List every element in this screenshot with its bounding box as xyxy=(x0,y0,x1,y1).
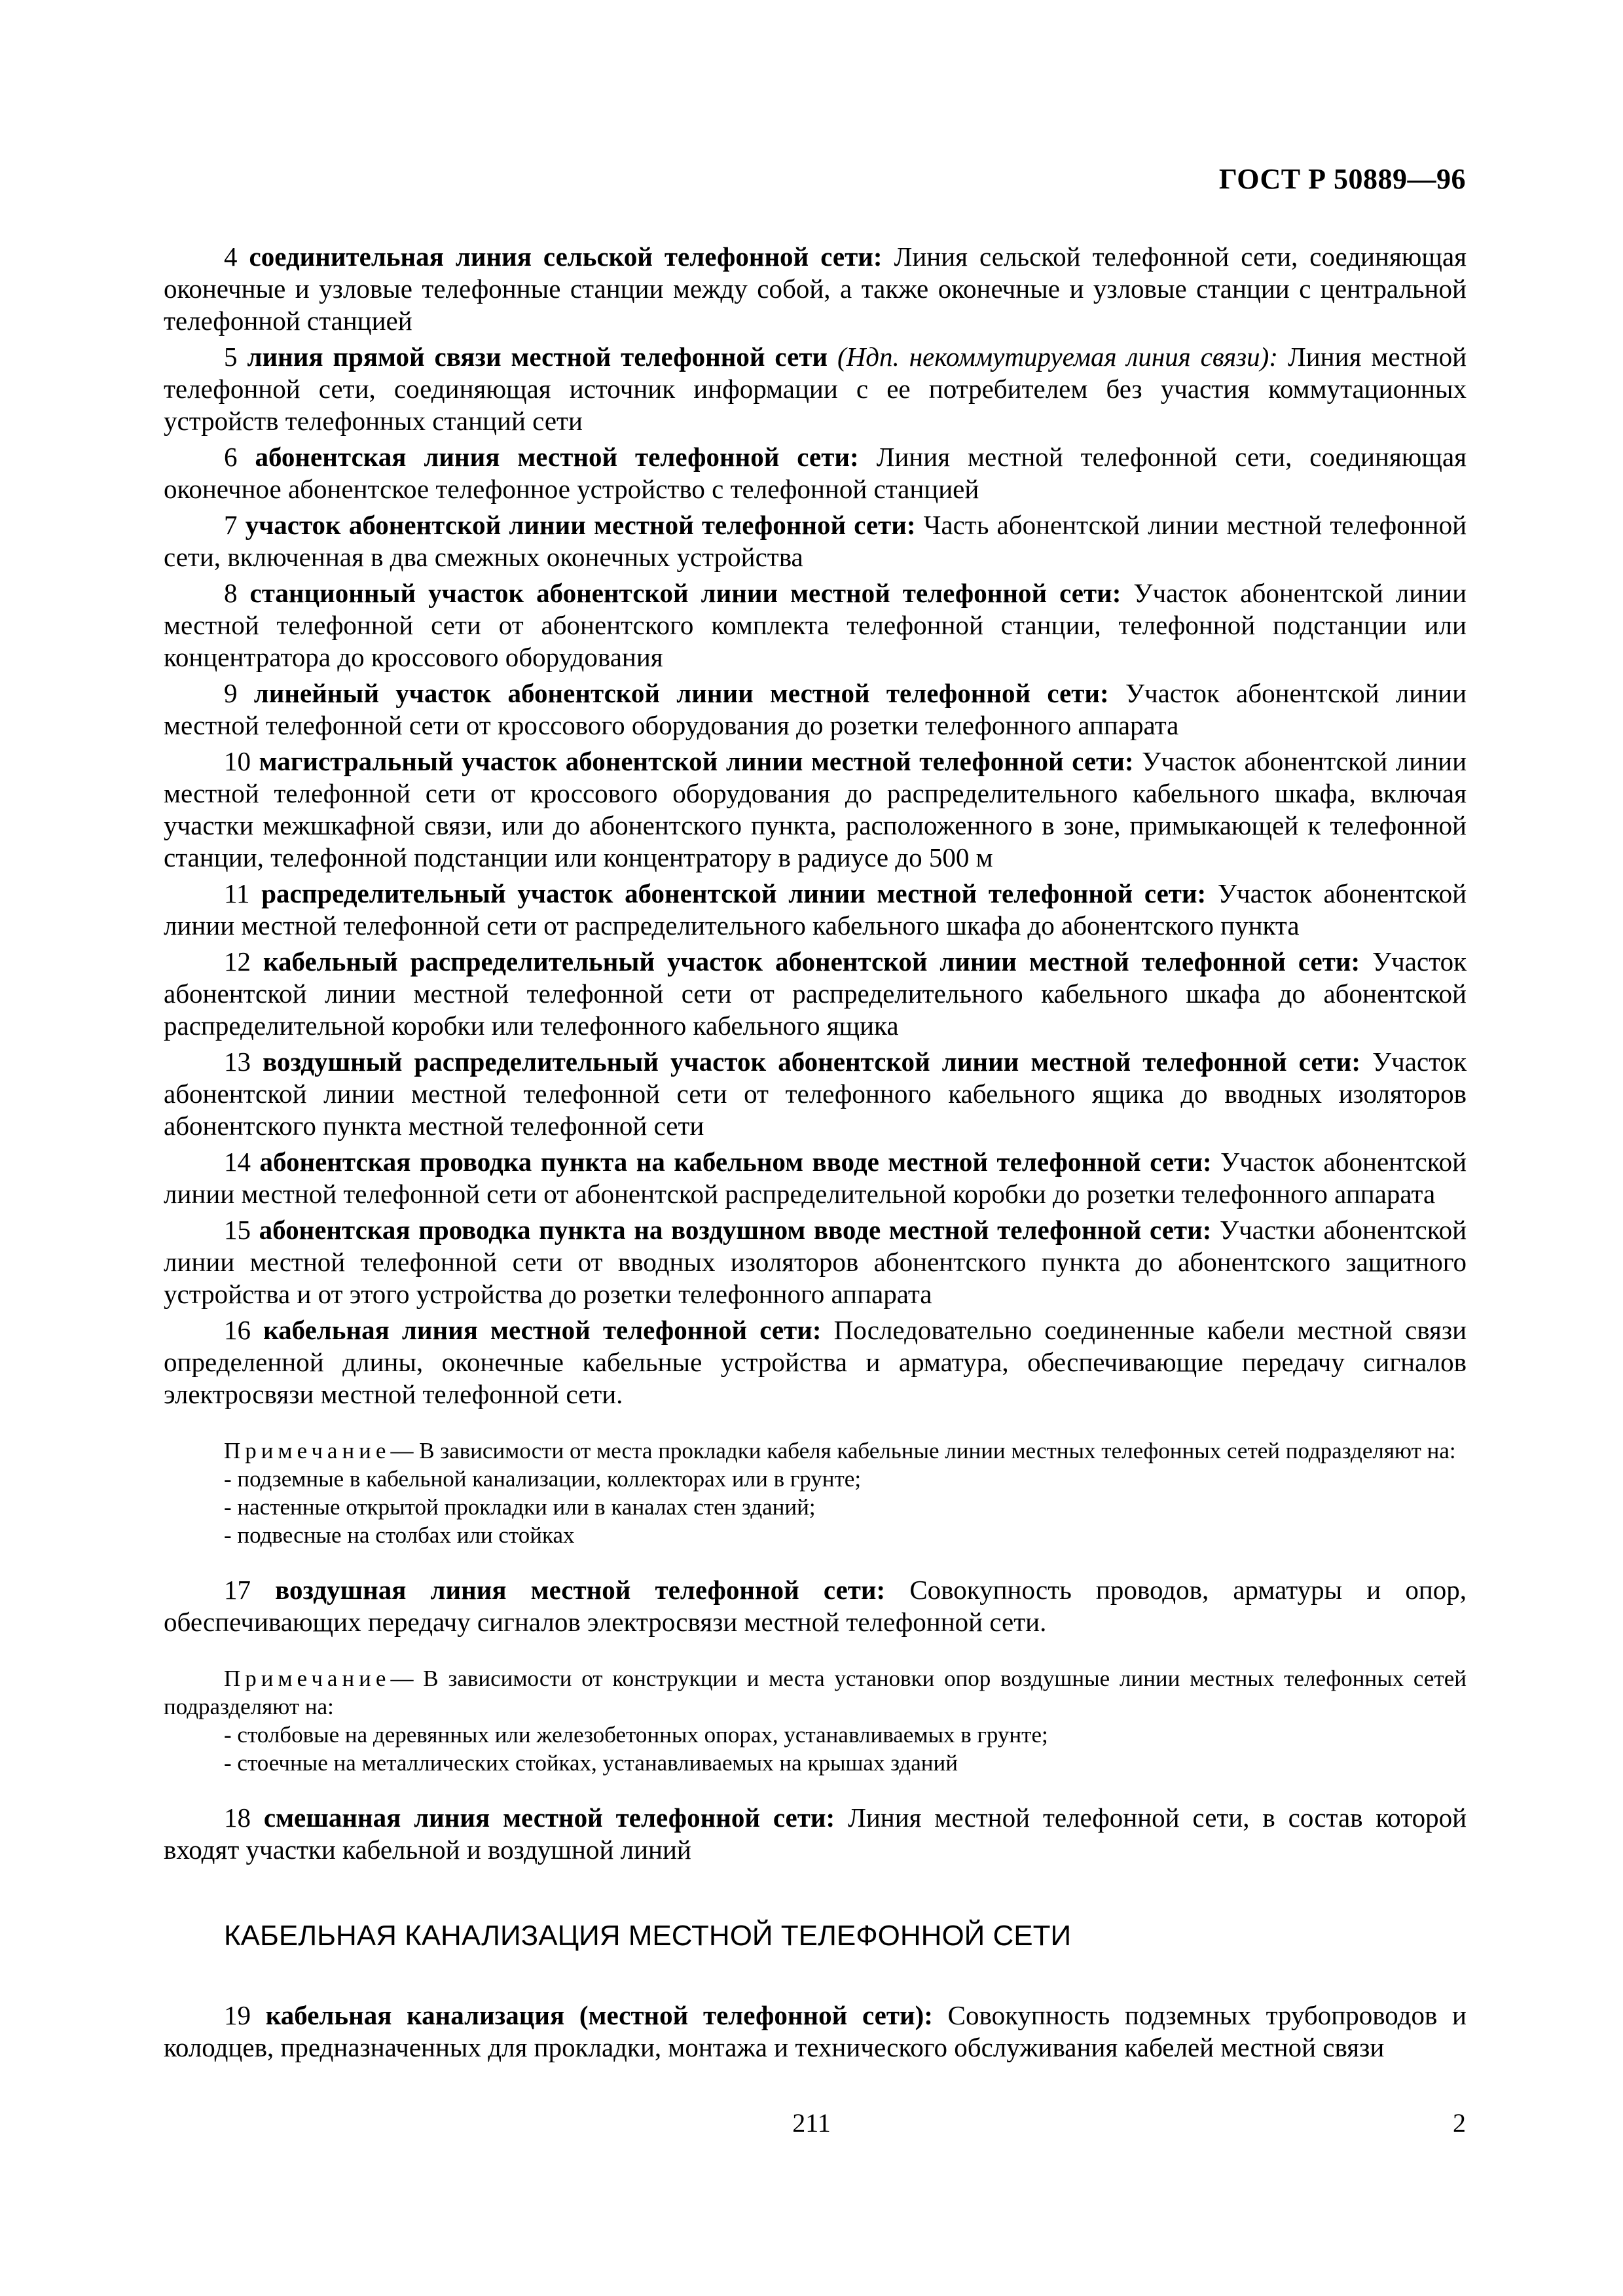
entry-number: 12 xyxy=(224,946,251,977)
entry-number: 7 xyxy=(224,510,238,540)
definition-entry xyxy=(164,341,1467,437)
entry-term: распределительный участок абонентской линии местной телефонной сети: xyxy=(261,878,1207,908)
definition-entry xyxy=(164,441,1467,505)
entry-number: 11 xyxy=(224,878,250,908)
entry-number: 10 xyxy=(224,746,251,776)
entry-text: Участок абонентской линии местной телефонной сети от кроссового оборудования до розетки телефонного аппарата xyxy=(164,678,1467,740)
definition-entry xyxy=(164,2000,1467,2064)
note-2 xyxy=(164,1664,1467,1777)
entry-text: Линия местной телефонной сети, в состав которой входят участки кабельной и воздушной линий xyxy=(164,1803,1467,1865)
entry-text: Участок абонентской линии местной телефонной сети от телефонного кабельного ящика до вводных изоляторов абонентского пункта местной телефонной сети xyxy=(164,1047,1467,1141)
entry-term: магистральный участок абонентской линии местной телефонной сети: xyxy=(259,746,1134,776)
definition-entry xyxy=(164,1146,1467,1210)
page-number: 211 xyxy=(792,2108,831,2138)
section-title: КАБЕЛЬНАЯ КАНАЛИЗАЦИЯ МЕСТНОЙ ТЕЛЕФОННОЙ СЕТИ xyxy=(224,1920,1072,1952)
note-item: - настенные открытой прокладки или в каналах стен зданий; xyxy=(224,1494,816,1520)
entry-number: 6 xyxy=(224,442,238,472)
document-header: ГОСТ Р 50889—96 xyxy=(1218,163,1466,195)
entry-number: 8 xyxy=(224,578,238,608)
entry-number: 13 xyxy=(224,1047,251,1077)
entry-number: 4 xyxy=(224,242,238,272)
note-item: - столбовые на деревянных или железобетонных опорах, устанавливаемых в грунте; xyxy=(224,1722,1048,1748)
sheet-number: 2 xyxy=(1453,2108,1466,2138)
entry-term: кабельный распределительный участок абонентской линии местной телефонной сети: xyxy=(263,946,1360,977)
note-intro: — В зависимости от конструкции и места установки опор воздушные линии местных телефонных сетей подразделяют на: xyxy=(164,1666,1467,1719)
definition-entry xyxy=(164,878,1467,942)
definitions-group-d xyxy=(164,2000,1467,2064)
entry-number: 14 xyxy=(224,1147,251,1177)
entry-text: Участок абонентской линии местной телефонной сети от абонентской распределительной коробки до розетки телефонного аппарата xyxy=(164,1147,1467,1209)
definition-entry xyxy=(164,1802,1467,1866)
entry-number: 17 xyxy=(224,1575,251,1605)
definition-entry xyxy=(164,677,1467,742)
definition-entry xyxy=(164,577,1467,673)
definitions-group-a xyxy=(164,241,1467,1410)
definition-entry xyxy=(164,1574,1467,1638)
entry-term: абонентская линия местной телефонной сети: xyxy=(255,442,859,472)
entry-text: Совокупность подземных трубопроводов и колодцев, предназначенных для прокладки, монтажа и технического обслуживания кабелей местной связи xyxy=(164,2000,1467,2062)
definitions-group-b xyxy=(164,1574,1467,1638)
note-item: - подземные в кабельной канализации, коллекторах или в грунте; xyxy=(224,1466,862,1492)
entry-term: кабельная линия местной телефонной сети: xyxy=(263,1315,822,1345)
entry-text: Последовательно соединенные кабели местной связи определенной длины, оконечные кабельные устройства и арматура, обеспечивающие передачу сигналов электросвязи местной телефонной сети. xyxy=(164,1315,1467,1409)
entry-term: соединительная линия сельской телефонной сети: xyxy=(249,242,883,272)
definition-entry xyxy=(164,1046,1467,1142)
definition-entry xyxy=(164,1214,1467,1310)
note-intro: — В зависимости от места прокладки кабеля кабельные линии местных телефонных сетей подразделяют на: xyxy=(390,1438,1456,1463)
definition-entry xyxy=(164,745,1467,874)
definitions-group-c xyxy=(164,1802,1467,1866)
entry-term: линейный участок абонентской линии местной телефонной сети: xyxy=(253,678,1109,708)
entry-text: Участок абонентской линии местной телефонной сети от распределительного кабельного шкафа до абонентской распределительной коробки или телефонного кабельного ящика xyxy=(164,946,1467,1041)
entry-text: Линия местной телефонной сети, соединяющая оконечное абонентское телефонное устройство с телефонной станцией xyxy=(164,442,1467,504)
entry-text: Линия сельской телефонной сети, соединяющая оконечные и узловые телефонные станции между собой, а также оконечные и узловые станции с центральной телефонной станцией xyxy=(164,242,1467,336)
entry-term: смешанная линия местной телефонной сети: xyxy=(263,1803,835,1833)
entry-term: абонентская проводка пункта на воздушном вводе местной телефонной сети: xyxy=(259,1215,1212,1245)
entry-text: Участок абонентской линии местной телефонной сети от абонентского комплекта телефонной станции, телефонной подстанции или концентратора до кроссового оборудования xyxy=(164,578,1467,672)
entry-text: Участки абонентской линии местной телефонной сети от вводных изоляторов абонентского пункта до абонентского защитного устройства и от этого устройства до розетки телефонного аппарата xyxy=(164,1215,1467,1309)
entry-term: участок абонентской линии местной телефонной сети: xyxy=(245,510,916,540)
entry-term: воздушный распределительный участок абонентской линии местной телефонной сети: xyxy=(263,1047,1361,1077)
entry-abbr: (Ндп. некоммутируемая линия связи): xyxy=(837,342,1278,372)
entry-number: 16 xyxy=(224,1315,251,1345)
entry-term: кабельная канализация (местной телефонной сети): xyxy=(265,2000,933,2030)
definition-entry xyxy=(164,241,1467,337)
entry-text: Часть абонентской линии местной телефонной сети, включенная в два смежных оконечных устройства xyxy=(164,510,1467,572)
entry-number: 19 xyxy=(224,2000,251,2030)
entry-term: станционный участок абонентской линии местной телефонной сети: xyxy=(249,578,1122,608)
entry-text: Участок абонентской линии местной телефонной сети от кроссового оборудования до распределительного кабельного шкафа, включая участки межшкафной связи, или до абонентского пункта, расположенного в зоне, примыкающей к телефонной станции, телефонной подстанции или концентратору в радиусе до 500 м xyxy=(164,746,1467,872)
entry-number: 5 xyxy=(224,342,238,372)
document-body xyxy=(164,241,1467,2068)
entry-text: Линия местной телефонной сети, соединяющая источник информации с ее потребителем без участия коммутационных устройств телефонных станций сети xyxy=(164,342,1467,436)
note-label: Примечание xyxy=(224,1438,391,1463)
note-label: Примечание xyxy=(224,1666,391,1691)
entry-number: 15 xyxy=(224,1215,251,1245)
entry-text: Участок абонентской линии местной телефонной сети от распределительного кабельного шкафа до абонентского пункта xyxy=(164,878,1467,941)
entry-term: абонентская проводка пункта на кабельном вводе местной телефонной сети: xyxy=(259,1147,1212,1177)
entry-term: линия прямой связи местной телефонной сети xyxy=(247,342,828,372)
entry-text: Совокупность проводов, арматуры и опор, обеспечивающих передачу сигналов электросвязи местной телефонной сети. xyxy=(164,1575,1467,1637)
definition-entry xyxy=(164,946,1467,1042)
entry-number: 18 xyxy=(224,1803,251,1833)
definition-entry xyxy=(164,1314,1467,1410)
definition-entry xyxy=(164,509,1467,573)
note-1 xyxy=(164,1437,1467,1549)
entry-number: 9 xyxy=(224,678,238,708)
note-item: - стоечные на металлических стойках, устанавливаемых на крышах зданий xyxy=(224,1750,958,1776)
note-item: - подвесные на столбах или стойках xyxy=(224,1522,575,1548)
entry-term: воздушная линия местной телефонной сети: xyxy=(275,1575,886,1605)
